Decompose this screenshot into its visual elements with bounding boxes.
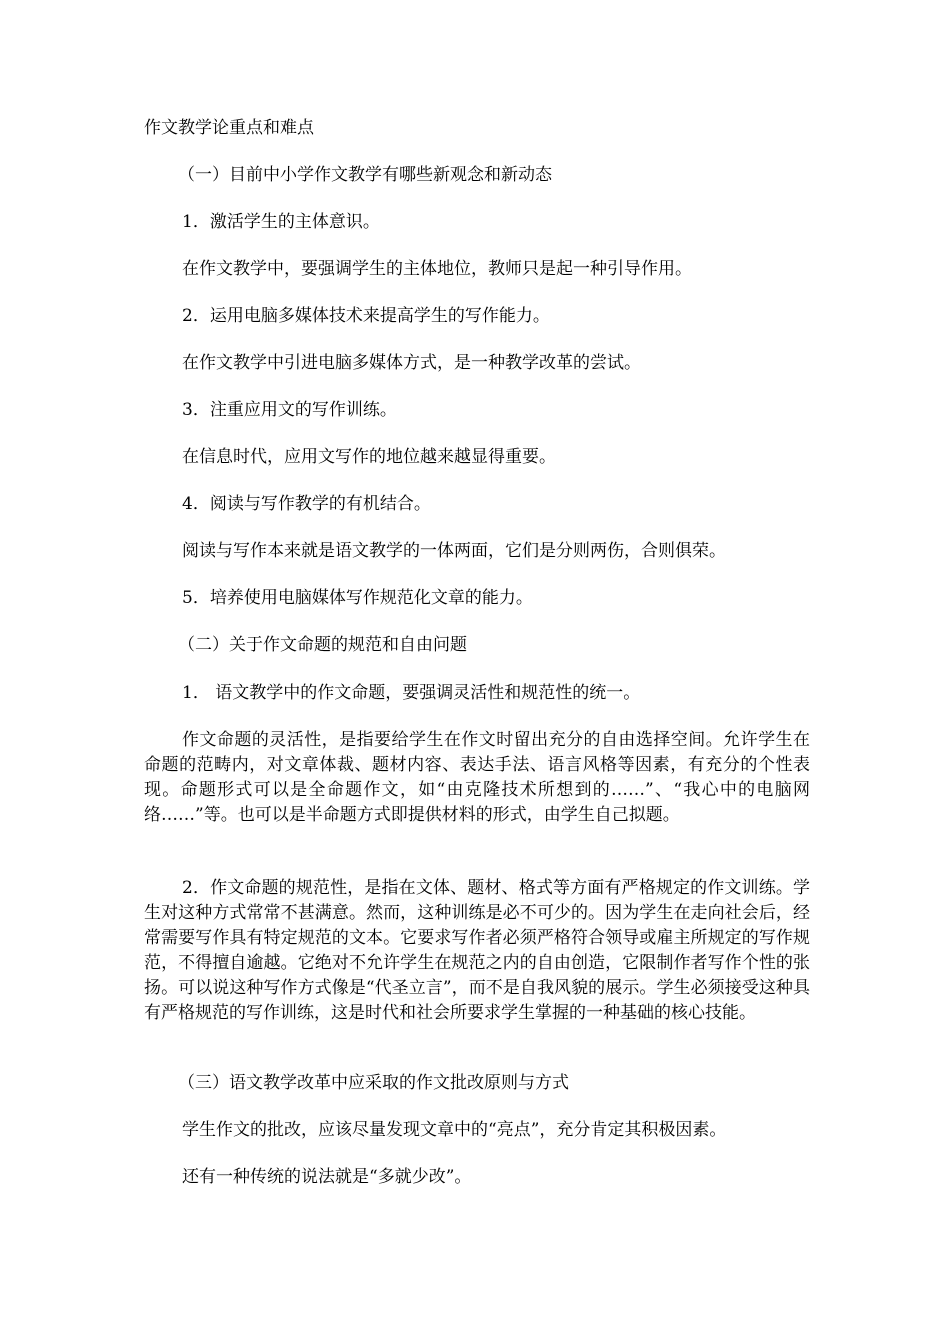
section1-point-5: 5．培养使用电脑媒体写作规范化文章的能力。 <box>182 588 533 608</box>
section1-point-3: 3．注重应用文的写作训练。 <box>182 400 397 420</box>
section2-paragraph-1: 作文命题的灵活性，是指要给学生在作文时留出充分的自由选择空间。允许学生在命题的范畴内，对文章体裁、题材内容、表达手法、语言风格等因素，有充分的个性表现。命题形式可以是全命题作文，如“由克隆技术所想到的……”、“我心中的电脑网络……”等。也可以是半命题方式即提供材料的形式，由学生自己拟题。 <box>144 730 810 825</box>
section1-point-1: 1．激活学生的主体意识。 <box>182 212 380 232</box>
document-title: 作文教学论重点和难点 <box>144 118 314 138</box>
section1-paragraph-1: 在作文教学中，要强调学生的主体地位，教师只是起一种引导作用。 <box>182 259 692 279</box>
section1-point-4: 4．阅读与写作教学的有机结合。 <box>182 494 431 514</box>
section2-paragraph-2: 2．作文命题的规范性，是指在文体、题材、格式等方面有严格规定的作文训练。学生对这种方式常常不甚满意。然而，这种训练是必不可少的。因为学生在走向社会后，经常需要写作具有特定规范的文本。它要求写作者必须严格符合领导或雇主所规定的写作规范，不得擅自逾越。它绝对不允许学生在规范之内的自由创造，它限制作者写作个性的张扬。可以说这种写作方式像是“代圣立言”，而不是自我风貌的展示。学生必须接受这种具有严格规范的写作训练，这是时代和社会所要求学生掌握的一种基础的核心技能。 <box>144 878 810 1023</box>
section1-heading: （一）目前中小学作文教学有哪些新观念和新动态 <box>178 165 552 185</box>
section2-heading: （二）关于作文命题的规范和自由问题 <box>178 635 467 655</box>
section1-paragraph-4: 阅读与写作本来就是语文教学的一体两面，它们是分则两伤，合则俱荣。 <box>182 541 726 561</box>
section3-heading: （三）语文教学改革中应采取的作文批改原则与方式 <box>178 1073 569 1093</box>
section1-point-2: 2．运用电脑多媒体技术来提高学生的写作能力。 <box>182 306 550 326</box>
section1-paragraph-2: 在作文教学中引进电脑多媒体方式，是一种教学改革的尝试。 <box>182 353 641 373</box>
section3-paragraph-1: 学生作文的批改，应该尽量发现文章中的“亮点”，充分肯定其积极因素。 <box>182 1120 727 1140</box>
section1-paragraph-3: 在信息时代，应用文写作的地位越来越显得重要。 <box>182 447 556 467</box>
section3-paragraph-2: 还有一种传统的说法就是“多就少改”。 <box>182 1167 472 1187</box>
section2-point-1: 1． 语文教学中的作文命题，要强调灵活性和规范性的统一。 <box>182 683 641 703</box>
